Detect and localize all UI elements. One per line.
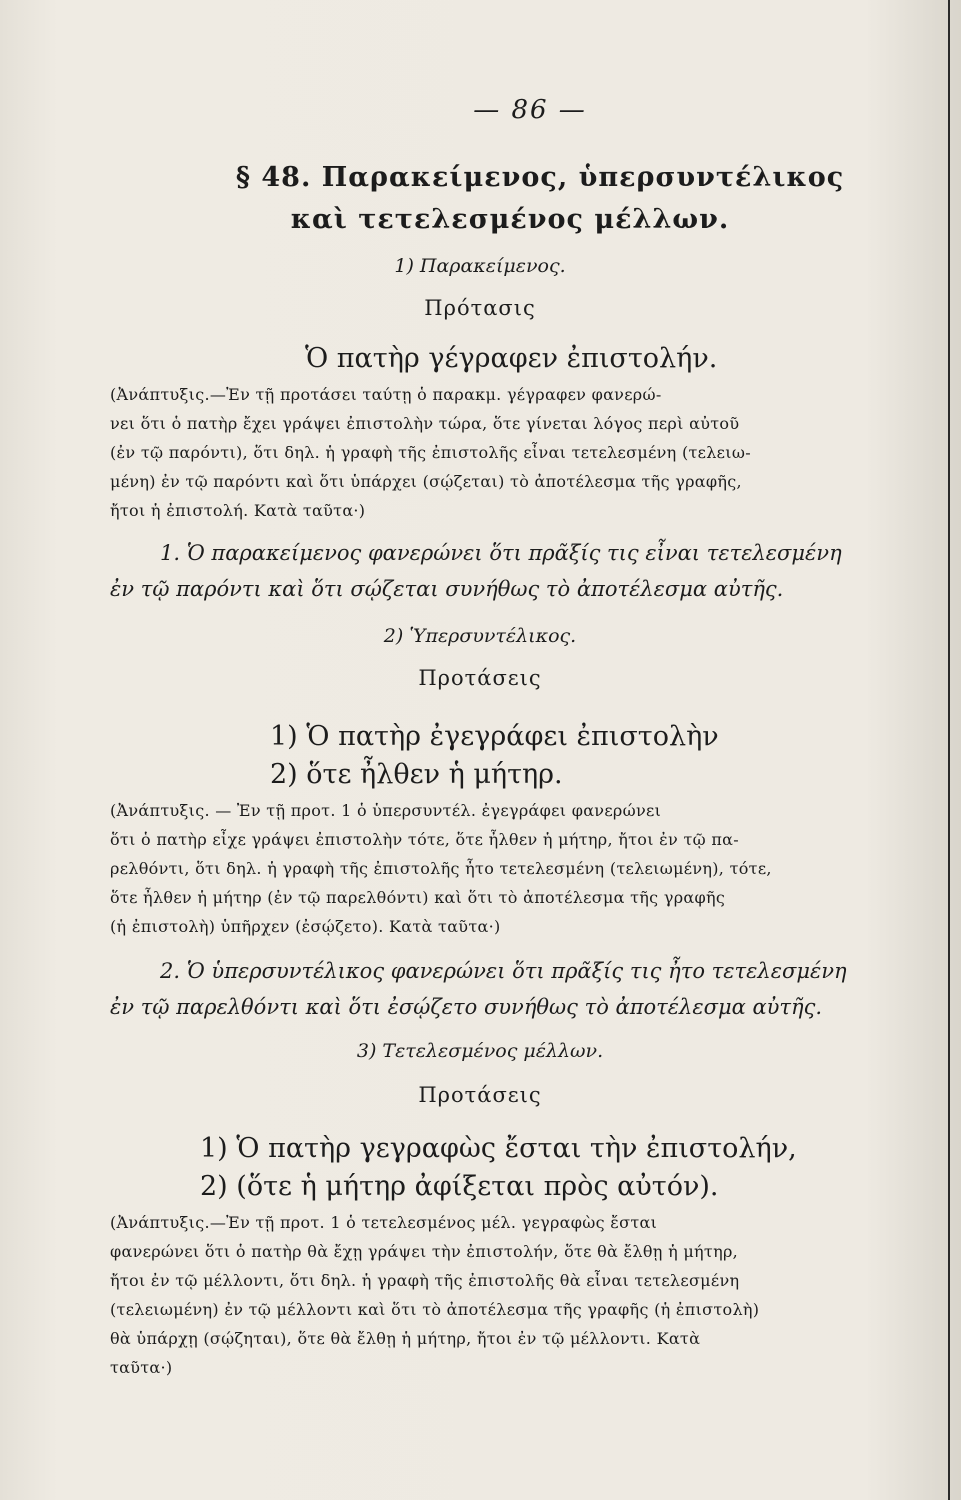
analysis-line: (Ἀνάπτυξις. — Ἐν τῇ προτ. 1 ὁ ὑπερσυντέλ. ἐγεγράφει φανερώνει (110, 801, 662, 820)
analysis-line: (Ἀνάπτυξις.—Ἐν τῇ προτάσει ταύτῃ ὁ παρακμ. γέγραφεν φανερώ- (110, 385, 662, 404)
analysis-line: (ἐν τῷ παρόντι), ὅτι δηλ. ἡ γραφὴ τῆς ἐπιστολῆς εἶναι τετελεσμένη (τελειω- (110, 443, 751, 462)
analysis-line: ἤτοι ἡ ἐπιστολή. Κατὰ ταῦτα·) (110, 501, 366, 520)
example-future-perfect-1: 1) Ὁ πατὴρ γεγραφὼς ἔσται τὴν ἐπιστολήν, (200, 1133, 797, 1164)
rule-line: ἐν τῷ παρόντι καὶ ὅτι σῴζεται συνήθως τὸ ἀποτέλεσμα αὐτῆς. (110, 577, 784, 601)
example-future-perfect-2: 2) (ὅτε ἡ μήτηρ ἀφίξεται πρὸς αὐτόν). (200, 1171, 719, 1202)
page-edge-line (948, 0, 950, 1500)
subtitle-perfect: 1) Παρακείμενος. (394, 255, 566, 277)
analysis-line: (Ἀνάπτυξις.—Ἐν τῇ προτ. 1 ὁ τετελεσμένος μέλ. γεγραφὼς ἔσται (110, 1213, 658, 1232)
analysis-line: φανερώνει ὅτι ὁ πατὴρ θὰ ἔχῃ γράψει τὴν ἐπιστολήν, ὅτε θὰ ἔλθῃ ἡ μήτηρ, (110, 1242, 739, 1261)
subtitle-pluperfect: 2) Ὑπερσυντέλικος. (383, 625, 577, 647)
analysis-line: ὅτι ὁ πατὴρ εἶχε γράψει ἐπιστολὴν τότε, ὅτε ἦλθεν ἡ μήτηρ, ἤτοι ἐν τῷ πα- (110, 830, 739, 849)
section-title-line2: καὶ τετελεσμένος μέλλων. (290, 204, 730, 235)
heading-protaseis-2: Προτάσεις (418, 666, 542, 690)
rule-perfect (110, 535, 910, 607)
analysis-line: νει ὅτι ὁ πατὴρ ἔχει γράψει ἐπιστολὴν τώρα, ὅτε γίνεται λόγος περὶ αὐτοῦ (110, 414, 740, 433)
example-perfect: Ὁ πατὴρ γέγραφεν ἐπιστολήν. (305, 343, 718, 374)
analysis-line: ρελθόντι, ὅτι δηλ. ἡ γραφὴ τῆς ἐπιστολῆς ἦτο τετελεσμένη (τελειωμένη), τότε, (110, 859, 772, 878)
page-number: — 86 — (473, 95, 587, 125)
heading-protasis: Πρότασις (424, 296, 536, 320)
heading-protaseis-3: Προτάσεις (418, 1083, 542, 1107)
rule-line: ἐν τῷ παρελθόντι καὶ ὅτι ἐσῴζετο συνήθως τὸ ἀποτέλεσμα αὐτῆς. (110, 995, 823, 1019)
analysis-line: ταῦτα·) (110, 1358, 173, 1377)
analysis-line: ἤτοι ἐν τῷ μέλλοντι, ὅτι δηλ. ἡ γραφὴ τῆς ἐπιστολῆς θὰ εἶναι τετελεσμένη (110, 1271, 740, 1290)
analysis-perfect (110, 380, 910, 525)
rule-line: 2. Ὁ ὑπερσυντέλικος φανερώνει ὅτι πρᾶξίς τις ἦτο τετελεσμένη (160, 959, 847, 983)
subtitle-future-perfect: 3) Τετελεσμένος μέλλων. (356, 1040, 604, 1062)
rule-line: 1. Ὁ παρακείμενος φανερώνει ὅτι πρᾶξίς τις εἶναι τετελεσμένη (160, 541, 842, 565)
section-title-line1: § 48. Παρακείμενος, ὑπερσυντέλικος (235, 162, 845, 193)
analysis-line: ὅτε ἦλθεν ἡ μήτηρ (ἐν τῷ παρελθόντι) καὶ ὅτι τὸ ἀποτέλεσμα τῆς γραφῆς (110, 888, 726, 907)
analysis-line: θὰ ὑπάρχῃ (σῴζηται), ὅτε θὰ ἔλθῃ ἡ μήτηρ, ἤτοι ἐν τῷ μέλλοντι. Κατὰ (110, 1329, 701, 1348)
example-pluperfect-2: 2) ὅτε ἦλθεν ἡ μήτηρ. (270, 759, 563, 790)
analysis-line: (τελειωμένη) ἐν τῷ μέλλοντι καὶ ὅτι τὸ ἀποτέλεσμα τῆς γραφῆς (ἡ ἐπιστολὴ) (110, 1300, 760, 1319)
analysis-line: (ἡ ἐπιστολὴ) ὑπῆρχεν (ἐσῴζετο). Κατὰ ταῦτα·) (110, 917, 501, 936)
analysis-pluperfect (110, 796, 910, 941)
rule-pluperfect (110, 953, 910, 1025)
example-pluperfect-1: 1) Ὁ πατὴρ ἐγεγράφει ἐπιστολὴν (270, 721, 719, 752)
analysis-future-perfect (110, 1208, 910, 1382)
analysis-line: μένη) ἐν τῷ παρόντι καὶ ὅτι ὑπάρχει (σῴζεται) τὸ ἀποτέλεσμα τῆς γραφῆς, (110, 472, 742, 491)
